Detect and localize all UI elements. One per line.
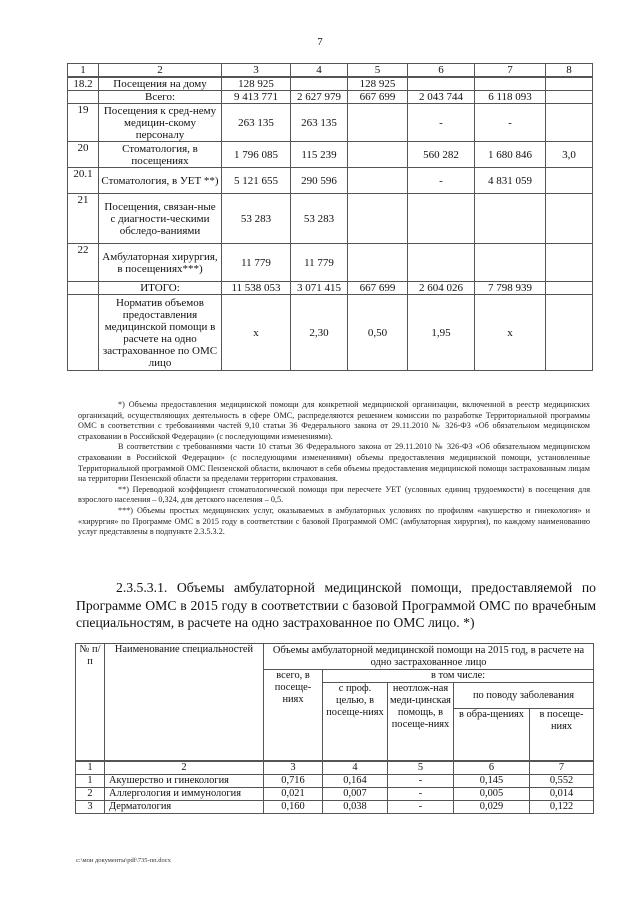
table-row-grand-total [68, 282, 593, 295]
row-number: 20.1 [68, 168, 99, 194]
row-number: 19 [68, 104, 99, 142]
row-number: 18.2 [68, 77, 99, 91]
cell: 0,122 [530, 800, 594, 813]
row-number: 20 [68, 142, 99, 168]
cell: 1 680 846 [475, 142, 546, 168]
col-header: 7 [475, 64, 546, 78]
col-header: 8 [546, 64, 593, 78]
table-row [76, 800, 594, 813]
cell: 3 071 415 [291, 282, 348, 295]
cell: 667 699 [348, 282, 408, 295]
cell: 263 135 [222, 104, 291, 142]
row-number: 1 [76, 774, 105, 787]
cell [475, 77, 546, 91]
table-row [68, 244, 593, 282]
row-name: Стоматология, в посещениях [99, 142, 222, 168]
row-name: Посещения на дому [99, 77, 222, 91]
cell: 0,145 [454, 774, 530, 787]
cell [348, 244, 408, 282]
cell [475, 244, 546, 282]
cell [291, 77, 348, 91]
cell: 11 538 053 [222, 282, 291, 295]
cell: 7 798 939 [475, 282, 546, 295]
cell: 0,038 [323, 800, 388, 813]
col-number: 1 [76, 761, 105, 775]
table-row [68, 168, 593, 194]
row-name: Стоматология, в УЕТ **) [99, 168, 222, 194]
cell: 0,021 [264, 787, 323, 800]
cell [546, 91, 593, 104]
row-number [68, 91, 99, 104]
cell: 11 779 [291, 244, 348, 282]
cell: 0,007 [323, 787, 388, 800]
col-header: 1 [68, 64, 99, 78]
cell [546, 194, 593, 244]
cell: 0,552 [530, 774, 594, 787]
col-number: 6 [454, 761, 530, 775]
row-number: 21 [68, 194, 99, 244]
cell: - [388, 774, 454, 787]
header-volumes: Объемы амбулаторной медицинской помощи на 2015 год, в расчете на одно застрахованное лицо [264, 644, 594, 670]
col-header: 2 [99, 64, 222, 78]
cell: 1 796 085 [222, 142, 291, 168]
row-name: Амбулаторная хирургия, в посещениях***) [99, 244, 222, 282]
table-row-total [68, 91, 593, 104]
cell: 6 118 093 [475, 91, 546, 104]
cell: 128 925 [222, 77, 291, 91]
cell [348, 194, 408, 244]
cell [408, 244, 475, 282]
header-name: Наименование специальностей [105, 644, 264, 761]
table-row [68, 104, 593, 142]
table-row [76, 774, 594, 787]
page-number: 7 [317, 36, 323, 48]
cell [408, 194, 475, 244]
cell [546, 104, 593, 142]
specialty-name: Дерматология [105, 800, 264, 813]
cell [348, 104, 408, 142]
header-urgent: неотлож-ная меди-цинская помощь, в посеще-ниях [388, 683, 454, 761]
header-num: № п/п [76, 644, 105, 761]
row-number [68, 295, 99, 371]
file-path-footer: c:\мои документы\pdf\735-пп.docx [76, 857, 171, 864]
cell: 560 282 [408, 142, 475, 168]
table-header-row [68, 64, 593, 78]
section-heading [76, 579, 596, 632]
row-name: Посещения к сред-нему медицин-скому персоналу [99, 104, 222, 142]
specialty-name: Акушерство и гинекология [105, 774, 264, 787]
cell: 290 596 [291, 168, 348, 194]
cell: 2 627 979 [291, 91, 348, 104]
row-name: ИТОГО: [99, 282, 222, 295]
header-total: всего, в посеще-ниях [264, 670, 323, 761]
row-number [68, 282, 99, 295]
header-visits: в посеще-ниях [530, 709, 594, 761]
header-appeals: в обра-щениях [454, 709, 530, 761]
cell: - [388, 787, 454, 800]
cell: 0,50 [348, 295, 408, 371]
cell: - [408, 168, 475, 194]
cell: 2,30 [291, 295, 348, 371]
cell: - [388, 800, 454, 813]
cell [348, 168, 408, 194]
cell: 1,95 [408, 295, 475, 371]
specialty-volumes-table [75, 643, 594, 814]
cell: 9 413 771 [222, 91, 291, 104]
section-heading-text: 2.3.5.3.1. Объемы амбулаторной медицинской помощи, предоставляемой по Программе ОМС в 2015 году в соответствии с базовой Программой ОМС по врачебным специальностям, в расчете на одно застрахованное по ОМС лицо. *) [76, 580, 596, 630]
col-header: 3 [222, 64, 291, 78]
cell [546, 295, 593, 371]
cell: х [475, 295, 546, 371]
footnote-3: ***) Объемы простых медицинских услуг, оказываемых в амбулаторных условиях по профилям «акушерство и гинекология» и «хирургия» по Программе ОМС в 2015 году в соответствии с базовой Программой ОМС (амбулаторная хирургия), по каждому наименованию услуг представлены в подпункте 2.3.5.3.2. [78, 505, 590, 537]
row-number: 3 [76, 800, 105, 813]
cell: х [222, 295, 291, 371]
row-name: Посещения, связан-ные с диагности-ческими обследо-ваниями [99, 194, 222, 244]
cell: 115 239 [291, 142, 348, 168]
cell: - [475, 104, 546, 142]
col-header: 5 [348, 64, 408, 78]
cell [546, 168, 593, 194]
cell [546, 282, 593, 295]
table-row [76, 787, 594, 800]
footnotes [78, 400, 590, 538]
cell [348, 142, 408, 168]
cell: 2 604 026 [408, 282, 475, 295]
cell: 4 831 059 [475, 168, 546, 194]
table-row-norm [68, 295, 593, 371]
cell [546, 244, 593, 282]
col-number: 7 [530, 761, 594, 775]
col-number: 3 [264, 761, 323, 775]
cell: 0,164 [323, 774, 388, 787]
row-name: Норматив объемов предоставления медицинской помощи в расчете на одно застрахованное по ОМС лицо [99, 295, 222, 371]
cell: - [408, 104, 475, 142]
cell: 53 283 [222, 194, 291, 244]
row-number: 2 [76, 787, 105, 800]
cell: 53 283 [291, 194, 348, 244]
cell: 2 043 744 [408, 91, 475, 104]
header-prof: с проф. целью, в посеще-ниях [323, 683, 388, 761]
col-number: 2 [105, 761, 264, 775]
footnote-law: В соответствии с требованиями части 10 статьи 36 Федерального закона от 29.11.2010 № 326-ФЗ «Об обязательном медицинском страховании в Российской Федерации» (с последующими изменениями) объемы предоставления медицинской помощи, установленные Территориальной программой ОМС Пензенской области, включают в себя объемы предоставления медицинской помощи застрахованным лицам на территории Пензенской области за пределами территории страхования. [78, 442, 590, 484]
column-number-row [76, 761, 594, 775]
col-header: 6 [408, 64, 475, 78]
footnote-2: **) Переводной коэффициент стоматологической помощи при пересчете УЕТ (условных единиц трудоемкости) в посещения для взрослого населения – 0,324, для детского населения – 0,5. [78, 484, 590, 505]
table-row [68, 142, 593, 168]
cell: 0,014 [530, 787, 594, 800]
cell: 0,160 [264, 800, 323, 813]
cell: 0,005 [454, 787, 530, 800]
table-row [68, 194, 593, 244]
cell: 11 779 [222, 244, 291, 282]
cell: 263 135 [291, 104, 348, 142]
header-row-1 [76, 644, 594, 670]
volumes-table [67, 63, 593, 371]
footnote-1: *) Объемы предоставления медицинской помощи для конкретной медицинской организации, включенной в реестр медицинских организаций, осуществляющих деятельность в сфере ОМС, распределяются решением комиссии по разработке Территориальной программы ОМС в соответствии с требованиями частей 9,10 статьи 36 Федерального закона от 29.11.2010 № 326-ФЗ «Об обязательном медицинском страховании в Российской Федерации» (с последующими изменениями). [78, 400, 590, 441]
col-number: 4 [323, 761, 388, 775]
row-name: Всего: [99, 91, 222, 104]
cell: 3,0 [546, 142, 593, 168]
cell: 128 925 [348, 77, 408, 91]
cell: 667 699 [348, 91, 408, 104]
cell: 0,716 [264, 774, 323, 787]
cell [475, 194, 546, 244]
row-number: 22 [68, 244, 99, 282]
specialty-name: Аллергология и иммунология [105, 787, 264, 800]
col-header: 4 [291, 64, 348, 78]
cell [408, 77, 475, 91]
table-row [68, 77, 593, 91]
col-number: 5 [388, 761, 454, 775]
header-including: в том числе: [323, 670, 594, 683]
cell: 0,029 [454, 800, 530, 813]
cell [546, 77, 593, 91]
cell: 5 121 655 [222, 168, 291, 194]
header-disease: по поводу заболевания [454, 683, 594, 709]
